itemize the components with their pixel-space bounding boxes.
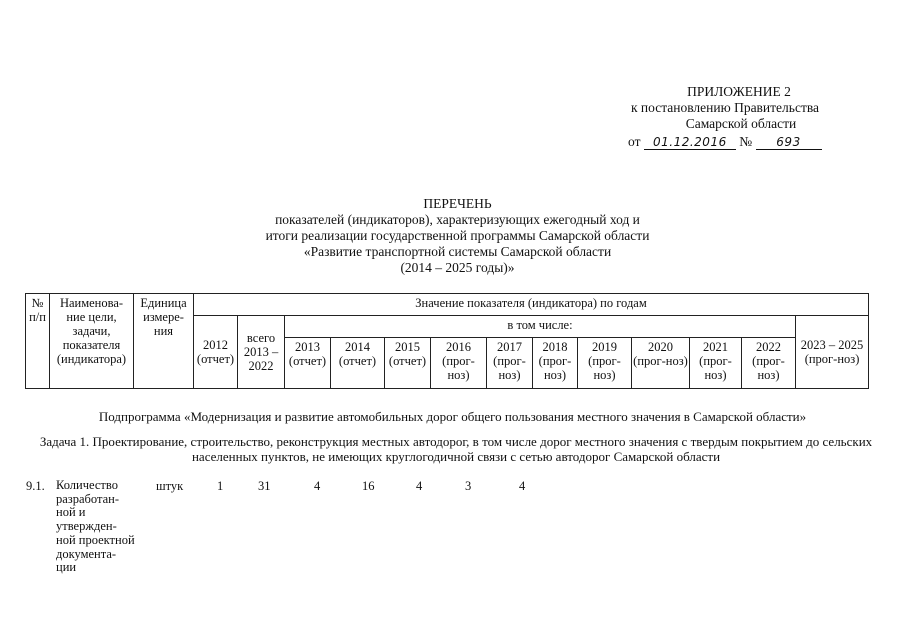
row-value-2014: 16 [362, 479, 375, 493]
subprogram-heading: Подпрограмма «Модернизация и развитие автомобильных дорог общего пользования местного значения в Самарской области» [98, 409, 807, 424]
indicator-table-header [25, 293, 869, 389]
handwritten-number: 693 [756, 136, 822, 150]
document-title [0, 196, 905, 276]
header-2023-2025: 2023 – 2025 (прог-ноз) [796, 316, 869, 389]
header-year-2018: 2018 (прог-ноз) [533, 338, 578, 389]
header-total: всего 2013 – 2022 [238, 316, 285, 389]
appendix-date-row [628, 134, 822, 150]
row-value-2013: 4 [314, 479, 321, 493]
title-line-4: «Развитие транспортной системы Самарской области [303, 244, 612, 259]
row-value-total: 31 [258, 479, 271, 493]
header-including: в том числе: [285, 316, 796, 338]
header-num: № п/п [26, 294, 50, 389]
header-year-2013: 2013 (отчет) [285, 338, 331, 389]
title-line-3: итоги реализации государственной программы Самарской области [265, 228, 650, 243]
title-line-5: (2014 – 2025 годы)» [400, 260, 515, 275]
title-line-1: ПЕРЕЧЕНЬ [423, 196, 492, 211]
title-line-2: показателей (индикаторов), характеризующих ежегодный ход и [275, 212, 640, 227]
header-year-2022: 2022 (прог-ноз) [742, 338, 796, 389]
header-year-2015: 2015 (отчет) [385, 338, 431, 389]
header-year-2020: 2020 (прог-ноз) [632, 338, 690, 389]
row-value-2012: 1 [217, 479, 224, 493]
header-values: Значение показателя (индикатора) по годам [194, 294, 869, 316]
appendix-line-region: Самарской области [685, 116, 797, 131]
header-name: Наименова-ние цели, задачи, показателя (индикатора) [50, 294, 134, 389]
header-year-2021: 2021 (прог-ноз) [690, 338, 742, 389]
handwritten-date: 01.12.2016 [644, 136, 736, 150]
appendix-block [560, 84, 890, 149]
header-year-2019: 2019 (прог-ноз) [578, 338, 632, 389]
row-name: Количество разработан-ной и утвержден-ной проектной документа-ции [56, 478, 135, 575]
date-prefix: от [628, 134, 641, 149]
row-value-2017: 4 [519, 479, 526, 493]
appendix-title: ПРИЛОЖЕНИЕ 2 [687, 84, 791, 99]
header-2012: 2012 (отчет) [194, 316, 238, 389]
row-value-2016: 3 [465, 479, 472, 493]
task-heading: Задача 1. Проектирование, строительство, реконструкция местных автодорог, в том числе дорог местного значения с твердым покрытием до сельских населенных пунктов, не имеющих круглогодичной связи с сетью автодорог Самарской области [39, 434, 873, 464]
row-unit: штук [156, 479, 184, 493]
header-year-2017: 2017 (прог-ноз) [487, 338, 533, 389]
row-num: 9.1. [26, 479, 45, 493]
row-value-2015: 4 [416, 479, 423, 493]
header-unit: Единица измере-ния [134, 294, 194, 389]
header-year-2016: 2016 (прог-ноз) [431, 338, 487, 389]
number-prefix: № [739, 134, 753, 149]
appendix-line-decree: к постановлению Правительства [630, 100, 820, 115]
header-year-2014: 2014 (отчет) [331, 338, 385, 389]
